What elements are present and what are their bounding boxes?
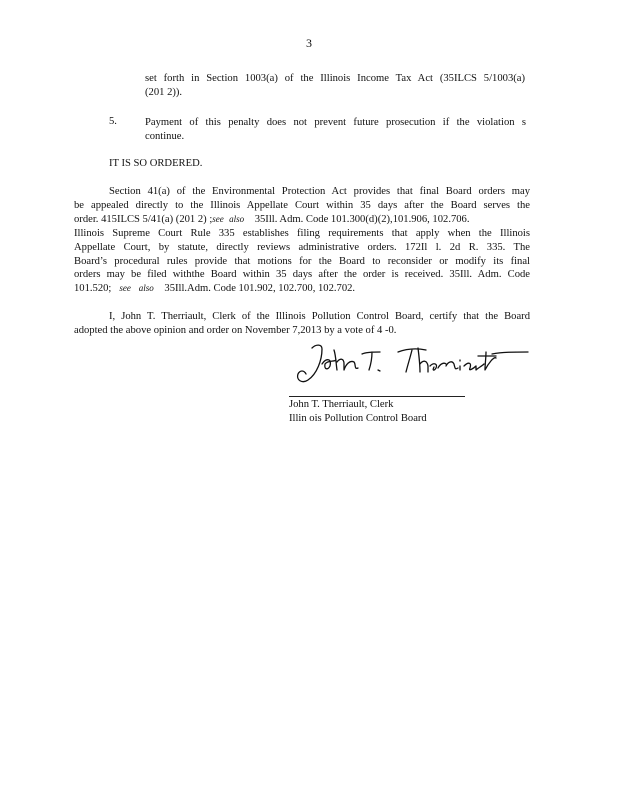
- see-signal: see: [212, 213, 224, 224]
- appeal-line-3-start: order. 415ILCS 5/41(a) (201 2) ;: [74, 213, 213, 225]
- clerk-name-title: John T. Therriault, Clerk: [289, 399, 394, 410]
- appeal-line-7: orders may be filed withthe Board within 35 days after the order is received. 35Ill. Adm. Code: [74, 269, 530, 281]
- see-signal: see: [119, 283, 131, 294]
- item-5-number: 5.: [109, 116, 117, 127]
- item-5-text: [145, 116, 526, 144]
- appeal-line-3: [74, 213, 530, 227]
- handwritten-signature: [292, 340, 532, 388]
- so-ordered: IT IS SO ORDERED.: [109, 158, 203, 169]
- appeal-line-5: Appellate Court, by statute, directly reviews administrative orders. 172Il l. 2d R. 335. The: [74, 241, 530, 253]
- clerk-block: [289, 398, 427, 426]
- item-5-line-1: Payment of this penalty does not prevent future prosecution if the violation s: [145, 117, 526, 128]
- item-5-line-2: continue.: [145, 130, 185, 142]
- appeal-paragraph: [74, 185, 530, 296]
- certify-paragraph: [74, 310, 530, 338]
- appeal-line-8-start: 101.520;: [74, 283, 112, 295]
- appeal-line-6: Board’s procedural rules provide that motions for the Board to reconsider or modify its final: [74, 255, 530, 267]
- appeal-line-3-end: 35Ill. Adm. Code 101.300(d)(2),101.906, 102.706.: [254, 213, 470, 225]
- item-4-line-1: set forth in Section 1003(a) of the Illinois Income Tax Act (35ILCS 5/1003(a): [145, 73, 525, 84]
- also-signal: also: [229, 213, 245, 224]
- certify-line-2: adopted the above opinion and order on November 7,2013 by a vote of 4 -0.: [74, 324, 397, 336]
- also-signal: also: [138, 283, 154, 294]
- appeal-line-4: Illinois Supreme Court Rule 335 establishes filing requirements that apply when the Illinois: [74, 227, 530, 239]
- clerk-organization: Illin ois Pollution Control Board: [289, 412, 427, 424]
- item-4-line-2: (201 2)).: [145, 86, 183, 98]
- signature-line: [289, 396, 465, 397]
- appeal-line-8: [74, 282, 530, 296]
- appeal-line-2: be appealed directly to the Illinois Appellate Court within 35 days after the Board serves the: [74, 199, 530, 211]
- page-number: 3: [306, 36, 312, 50]
- appeal-line-1: Section 41(a) of the Environmental Protection Act provides that final Board orders may: [109, 186, 530, 197]
- appeal-line-8-end: 35Ill.Adm. Code 101.902, 102.700, 102.702.: [164, 283, 356, 295]
- certify-line-1: I, John T. Therriault, Clerk of the Illinois Pollution Control Board, certify that the Board: [109, 311, 530, 322]
- item-4-continuation: [145, 72, 525, 100]
